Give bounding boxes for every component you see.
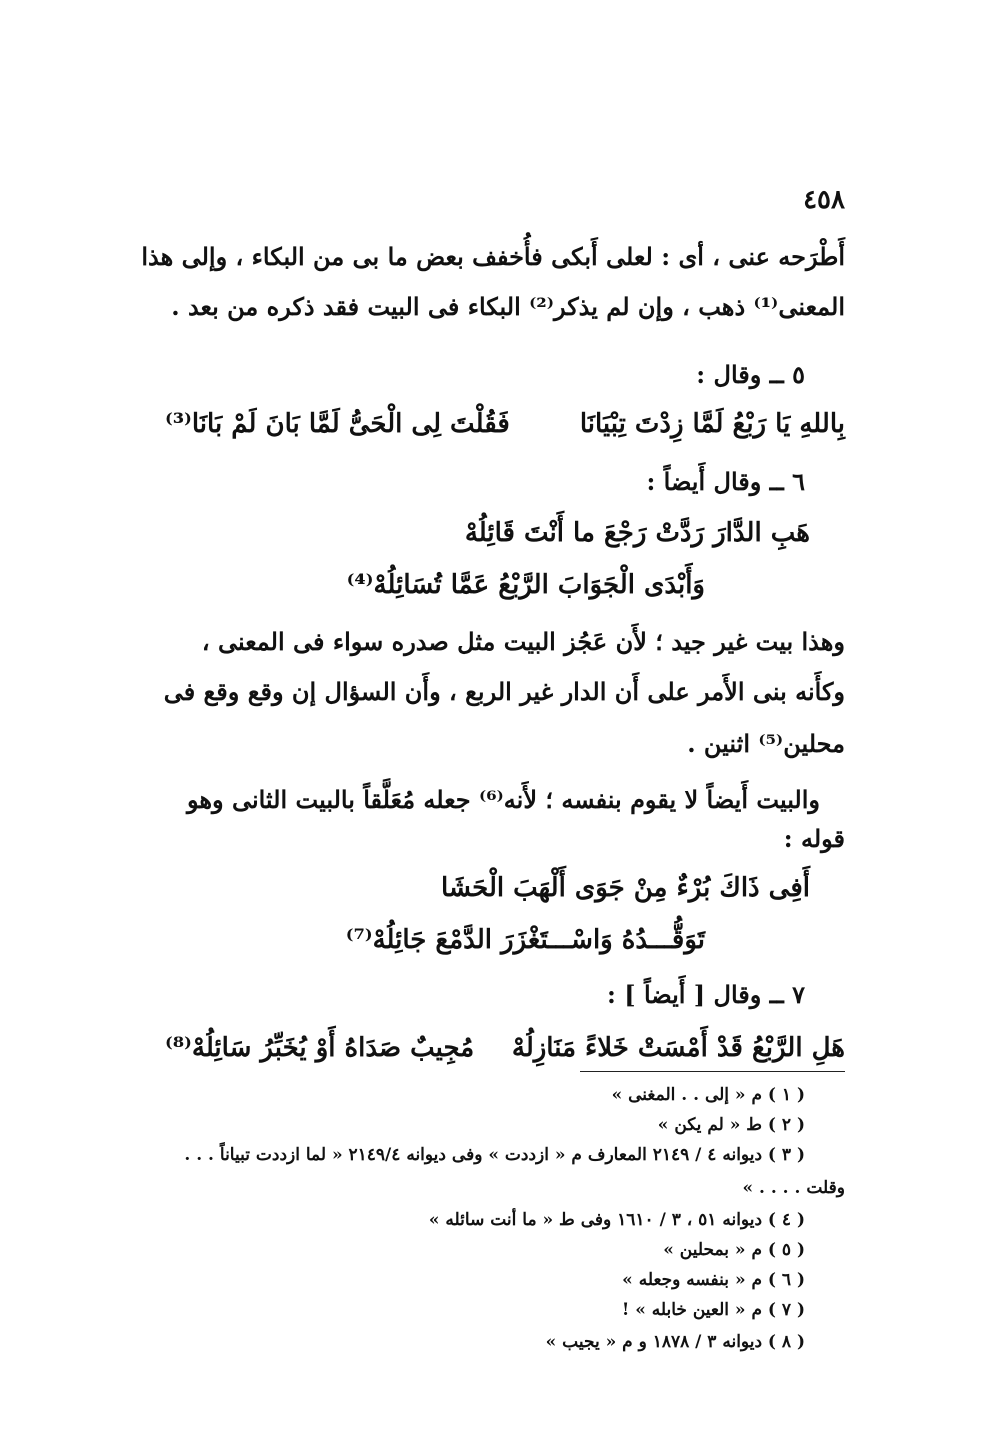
footnote-5: ( ٥ ) م « بمحلين » [663, 1240, 805, 1260]
paragraph-2-line-3: محلين⁽⁵⁾ اثنين . [687, 729, 845, 758]
paragraph-2-line-2: وكأَنه بنى الأَمر على أَن الدار غير الربع ، وأَن السؤال إن وقع وقع فى [163, 677, 845, 706]
footnote-6: ( ٦ ) م « بنفسه وجعله » [622, 1270, 805, 1290]
footnote-2: ( ٢ ) ط « لم يكن » [657, 1115, 805, 1135]
page-number: ٤٥٨ [803, 185, 845, 215]
footnote-3-continued: وقلت . . . . » [742, 1178, 845, 1198]
poem-6-hemistich-1: هَبِ الدَّارَ رَدَّتْ رَجْعَ ما أَنْتَ قَائِلُهْ [464, 518, 810, 548]
paragraph-1-line-2: المعنى⁽¹⁾ ذهب ، وإن لم يذكر⁽²⁾ البكاء فى البيت فقد ذكره من بعد . [171, 292, 845, 321]
poem-8-hemistich-1: هَلِ الرَّبْعُ قَدْ أَمْسَتْ خَلاءً مَنَازِلُهْ [511, 1033, 845, 1063]
footnote-3: ( ٣ ) ديوانه ٤ / ٢١٤٩ المعارف م « ازددت » وفى ديوانه ٢١٤٩/٤ « لما ازددت تبياناً . . . [184, 1145, 805, 1165]
poem-6-hemistich-2: وَأَبْدَى الْجَوَابَ الرَّبْعُ عَمَّا تُسَائِلُهْ⁽⁴⁾ [346, 570, 705, 600]
poem-8-hemistich-2: مُجِيبٌ صَدَاهُ أَوْ يُخَبِّرُ سَائِلُهْ⁽⁸⁾ [165, 1033, 475, 1063]
footnote-8: ( ٨ ) ديوانه ٣ / ١٨٧٨ و م « يجيب » [545, 1332, 805, 1352]
paragraph-3-line-2: قوله : [783, 824, 845, 853]
footnote-7: ( ٧ ) م « العين خابله » ! [621, 1300, 805, 1320]
heading-poem-6: ٦ ــ وقال أَيضاً : [646, 467, 805, 496]
heading-poem-7: ٧ ــ وقال [ أَيضاً ] : [607, 980, 805, 1009]
heading-poem-5: ٥ ــ وقال : [696, 360, 805, 389]
poem-5-hemistich-2: فَقُلْتَ لِى الْحَىُّ لَمَّا بَانَ لَمْ بَانَا⁽³⁾ [165, 409, 510, 439]
footnote-1: ( ١ ) م « إلى . . المغنى » [611, 1085, 805, 1105]
paragraph-3-line-1: والبيت أَيضاً لا يقوم بنفسه ؛ لأَنه⁽⁶⁾ جعله مُعَلَّقاً بالبيت الثانى وهو [186, 785, 820, 814]
poem-7-hemistich-1: أَفِى ذَاكَ بُرْءٌ مِنْ جَوَى أَلْهَبَ الْحَشَا [441, 873, 810, 903]
footnote-4: ( ٤ ) ديوانه ٥١ ، ٣ / ١٦١٠ وفى ط « ما أنت سائله » [428, 1210, 805, 1230]
paragraph-1-line-1: أَطْرَحه عنى ، أى : لعلى أَبكى فأُخفف بعض ما بى من البكاء ، وإلى هذا [141, 242, 845, 271]
footnote-separator [580, 1071, 845, 1072]
poem-5-hemistich-1: بِاللهِ يَا رَبْعُ لَمَّا زِدْتَ تِبْيَانَا [579, 409, 845, 439]
poem-7-hemistich-2: تَوَقُّـــدُهُ وَاسْـــتَغْزَرَ الدَّمْعَ جَائِلُهْ⁽⁷⁾ [345, 925, 705, 955]
paragraph-2-line-1: وهذا بيت غير جيد ؛ لأَن عَجُز البيت مثل صدره سواء فى المعنى ، [201, 627, 845, 656]
